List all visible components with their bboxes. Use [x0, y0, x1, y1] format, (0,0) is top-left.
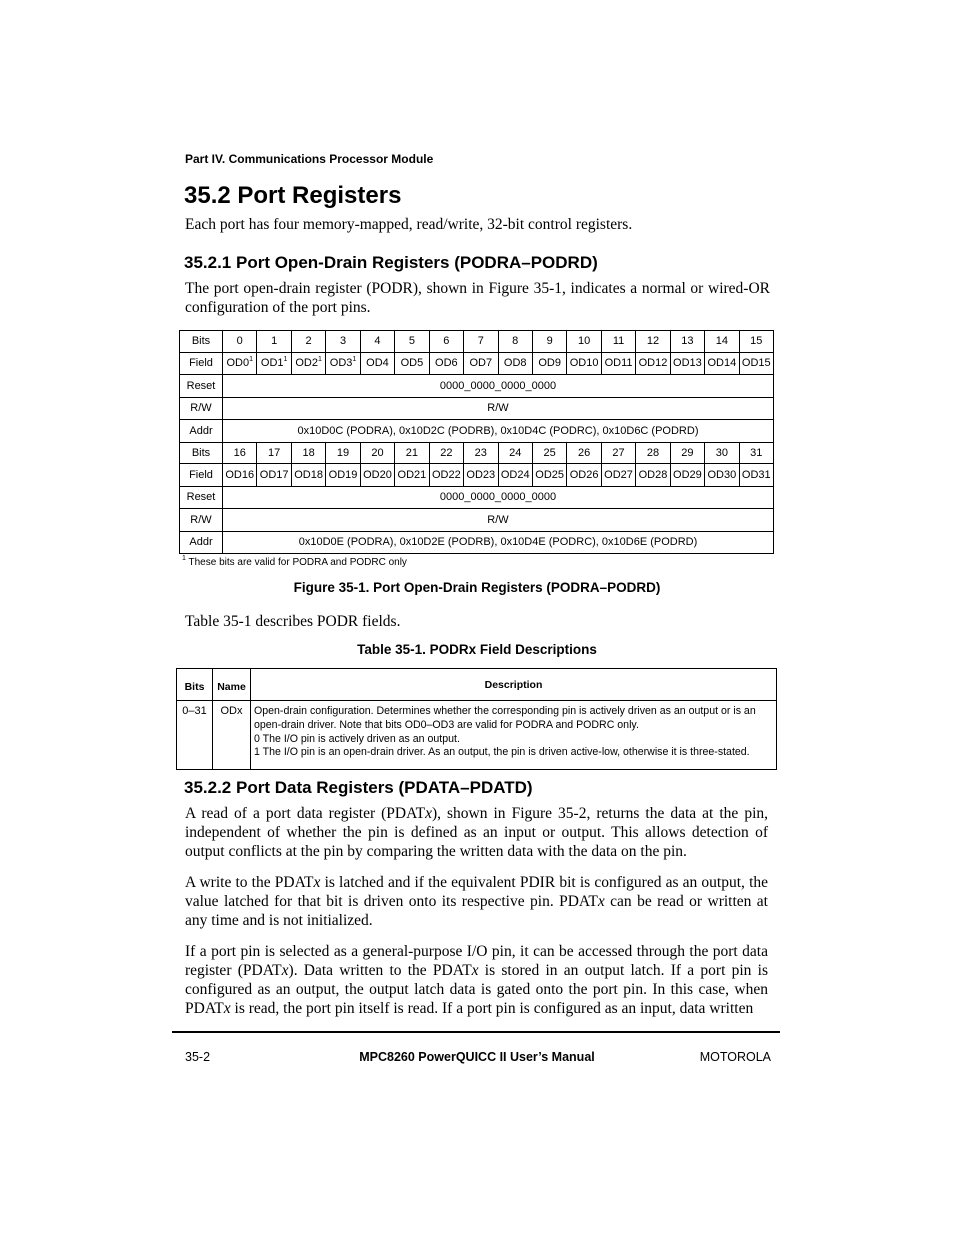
- field-name: OD10: [567, 352, 601, 375]
- register-suffix: x: [281, 962, 289, 979]
- row-label-reset: Reset: [180, 486, 223, 509]
- field-name: OD14: [705, 352, 739, 375]
- row-label-bits: Bits: [180, 331, 223, 353]
- addr-row: [180, 531, 774, 554]
- footnote-marker: 1: [182, 555, 186, 562]
- bit-number: 7: [464, 331, 498, 353]
- bits-row: [180, 331, 774, 353]
- bit-number: 31: [739, 442, 773, 464]
- paragraph-text: is latched and if the equivalent PDIR bit is configured as an output, the value latched for that bit is driven onto its respective pin. PDAT: [185, 874, 769, 910]
- paragraph-text: is read, the port pin itself is read. If a port pin is configured as an input, data written: [230, 1000, 754, 1017]
- section-intro: Each port has four memory-mapped, read/write, 32-bit control registers.: [185, 216, 633, 233]
- paragraph-text: A write to the PDAT: [185, 874, 314, 891]
- page-number: 35-2: [185, 1050, 211, 1064]
- field-name: OD19: [326, 464, 360, 487]
- footnote-marker: 1: [283, 356, 288, 364]
- bit-number: 18: [291, 442, 325, 464]
- rw-row: [180, 397, 774, 420]
- field-name: OD26: [567, 464, 601, 487]
- bit-number: 5: [395, 331, 429, 353]
- field-name: OD31: [739, 464, 773, 487]
- field-name: OD4: [360, 352, 394, 375]
- paragraph-text: can be read or written at any time and is not initialized.: [185, 893, 768, 929]
- row-name: ODx: [213, 701, 251, 770]
- addr-value: 0x10D0E (PODRA), 0x10D2E (PODRB), 0x10D4E (PODRC), 0x10D6E (PODRD): [223, 531, 774, 554]
- section-title: 35.2 Port Registers: [184, 182, 402, 209]
- row-label-bits: Bits: [180, 442, 223, 464]
- field-name: $OD0^1$: [223, 352, 257, 375]
- pdat-paragraph-3: [185, 942, 768, 1018]
- row-label-field: Field: [180, 352, 223, 375]
- bit-number: 10: [567, 331, 601, 353]
- reset-value: 0000_0000_0000_0000: [223, 375, 774, 398]
- reset-row: [180, 486, 774, 509]
- row-label-addr: Addr: [180, 531, 223, 554]
- subsection-title-podr: 35.2.1 Port Open-Drain Registers (PODRA–PODRD): [184, 253, 598, 272]
- footnote-marker: 1: [249, 356, 253, 364]
- table-reference: Table 35-1 describes PODR fields.: [185, 613, 401, 630]
- row-label-rw: R/W: [180, 509, 223, 532]
- field-name: OD21: [395, 464, 429, 487]
- bit-number: 29: [670, 442, 704, 464]
- header-description: Description: [251, 669, 777, 701]
- register-suffix: x: [425, 805, 432, 822]
- addr-value: 0x10D0C (PODRA), 0x10D2C (PODRB), 0x10D4C (PODRC), 0x10D6C (PODRD): [223, 420, 774, 443]
- paragraph-text: is stored in an output latch. If a port pin is configured as an output, the output latch data is gated onto the port pin. In this case, when PDAT: [185, 962, 768, 1017]
- footnote-text: These bits are valid for PODRA and PODRC only: [185, 557, 407, 568]
- table-row: [177, 701, 777, 770]
- description-line: 0 The I/O pin is actively driven as an output.: [254, 732, 460, 745]
- subsection-title-pdat: 35.2.2 Port Data Registers (PDATA–PDATD): [184, 778, 533, 797]
- bit-number: 28: [636, 442, 670, 464]
- paragraph-text: ). Data written to the PDAT: [288, 962, 472, 979]
- bit-number: 4: [360, 331, 394, 353]
- field-name: OD24: [498, 464, 532, 487]
- description-line: 1 The I/O pin is an open-drain driver. As an output, the pin is driven active-low, otherwise it is three-stated.: [254, 746, 750, 759]
- field-name: OD22: [429, 464, 463, 487]
- bit-number: 12: [636, 331, 670, 353]
- field-name: OD9: [532, 352, 566, 375]
- row-bits: 0–31: [177, 701, 213, 770]
- reset-row: [180, 375, 774, 398]
- bit-number: 13: [670, 331, 704, 353]
- field-name: $OD1^1$: [257, 352, 291, 375]
- field-name: OD20: [360, 464, 394, 487]
- field-name: OD16: [223, 464, 257, 487]
- addr-row: [180, 420, 774, 443]
- footer-rule: [172, 1031, 780, 1033]
- bit-number: 14: [705, 331, 739, 353]
- field-name: OD15: [739, 352, 773, 375]
- bits-row: [180, 442, 774, 464]
- figure-caption: Figure 35-1. Port Open-Drain Registers (PODRA–PODRD): [293, 580, 661, 595]
- bit-number: 11: [601, 331, 635, 353]
- subsection-paragraph-podr: The port open-drain register (PODR), shown in Figure 35-1, indicates a normal or wired-OR configuration of the port pins.: [185, 280, 770, 316]
- field-name: OD25: [532, 464, 566, 487]
- bit-number: 27: [601, 442, 635, 464]
- table-header-row: [177, 669, 777, 701]
- field-name: OD12: [636, 352, 670, 375]
- register-suffix: x: [471, 962, 479, 979]
- pdat-paragraph-1: [185, 804, 768, 861]
- field-name: OD5: [395, 352, 429, 375]
- bit-number: 2: [291, 331, 325, 353]
- bit-number: 25: [532, 442, 566, 464]
- bit-number: 0: [223, 331, 257, 353]
- header-name: Name: [213, 669, 251, 701]
- field-name: OD23: [464, 464, 498, 487]
- footnote-marker: 1: [317, 356, 322, 364]
- field-row: [180, 352, 774, 375]
- rw-value: R/W: [223, 397, 774, 420]
- paragraph-text: ), shown in Figure 35-2, returns the data at the pin, independent of whether the pin is defined as an input or output. This allows detection of output conflicts at the pin by comparing the written data with the data on the pin.: [185, 805, 769, 860]
- field-name: OD11: [601, 352, 635, 375]
- row-label-field: Field: [180, 464, 223, 487]
- bit-number: 24: [498, 442, 532, 464]
- row-label-rw: R/W: [180, 397, 223, 420]
- company-name: MOTOROLA: [699, 1050, 771, 1064]
- bit-number: 22: [429, 442, 463, 464]
- reset-value: 0000_0000_0000_0000: [223, 486, 774, 509]
- register-diagram: [179, 330, 774, 554]
- footnote-marker: 1: [352, 356, 357, 364]
- register-suffix: x: [597, 893, 605, 910]
- header-bits: Bits: [177, 669, 213, 701]
- field-name: $OD2^1$: [291, 352, 325, 375]
- row-description: [251, 701, 777, 770]
- field-name: OD27: [601, 464, 635, 487]
- field-name: OD8: [498, 352, 532, 375]
- field-name: OD13: [670, 352, 704, 375]
- field-name: OD30: [705, 464, 739, 487]
- field-name: OD7: [464, 352, 498, 375]
- table-caption: Table 35-1. PODRx Field Descriptions: [357, 642, 597, 657]
- field-description-table: [176, 668, 777, 770]
- bit-number: 17: [257, 442, 291, 464]
- row-label-reset: Reset: [180, 375, 223, 398]
- bit-number: 6: [429, 331, 463, 353]
- bit-number: 9: [532, 331, 566, 353]
- register-suffix: x: [223, 1000, 231, 1017]
- bit-number: 15: [739, 331, 773, 353]
- register-suffix: x: [313, 874, 321, 891]
- paragraph-text: A read of a port data register (PDAT: [185, 805, 426, 822]
- field-name: OD28: [636, 464, 670, 487]
- bit-number: 8: [498, 331, 532, 353]
- bit-number: 16: [223, 442, 257, 464]
- register-footnote: [182, 557, 407, 568]
- field-name: OD17: [257, 464, 291, 487]
- bit-number: 21: [395, 442, 429, 464]
- field-name: OD29: [670, 464, 704, 487]
- bit-number: 23: [464, 442, 498, 464]
- manual-title: MPC8260 PowerQUICC II User’s Manual: [359, 1050, 595, 1064]
- description-line: Open-drain configuration. Determines whether the corresponding pin is actively driven as an output or is an open-drain driver. Note that bits OD0–OD3 are valid for PODRA and PODRC only.: [254, 705, 756, 731]
- field-row: [180, 464, 774, 487]
- bit-number: 19: [326, 442, 360, 464]
- field-name: OD6: [429, 352, 463, 375]
- row-label-addr: Addr: [180, 420, 223, 443]
- rw-row: [180, 509, 774, 532]
- paragraph-text: If a port pin is selected as a general-purpose I/O pin, it can be accessed through the port data register (PDAT: [185, 943, 768, 979]
- part-header: Part IV. Communications Processor Module: [185, 152, 434, 166]
- bit-number: 26: [567, 442, 601, 464]
- rw-value: R/W: [223, 509, 774, 532]
- bit-number: 20: [360, 442, 394, 464]
- pdat-paragraph-2: [185, 873, 768, 930]
- field-name: $OD3^1$: [326, 352, 360, 375]
- bit-number: 1: [257, 331, 291, 353]
- bit-number: 30: [705, 442, 739, 464]
- field-name: OD18: [291, 464, 325, 487]
- bit-number: 3: [326, 331, 360, 353]
